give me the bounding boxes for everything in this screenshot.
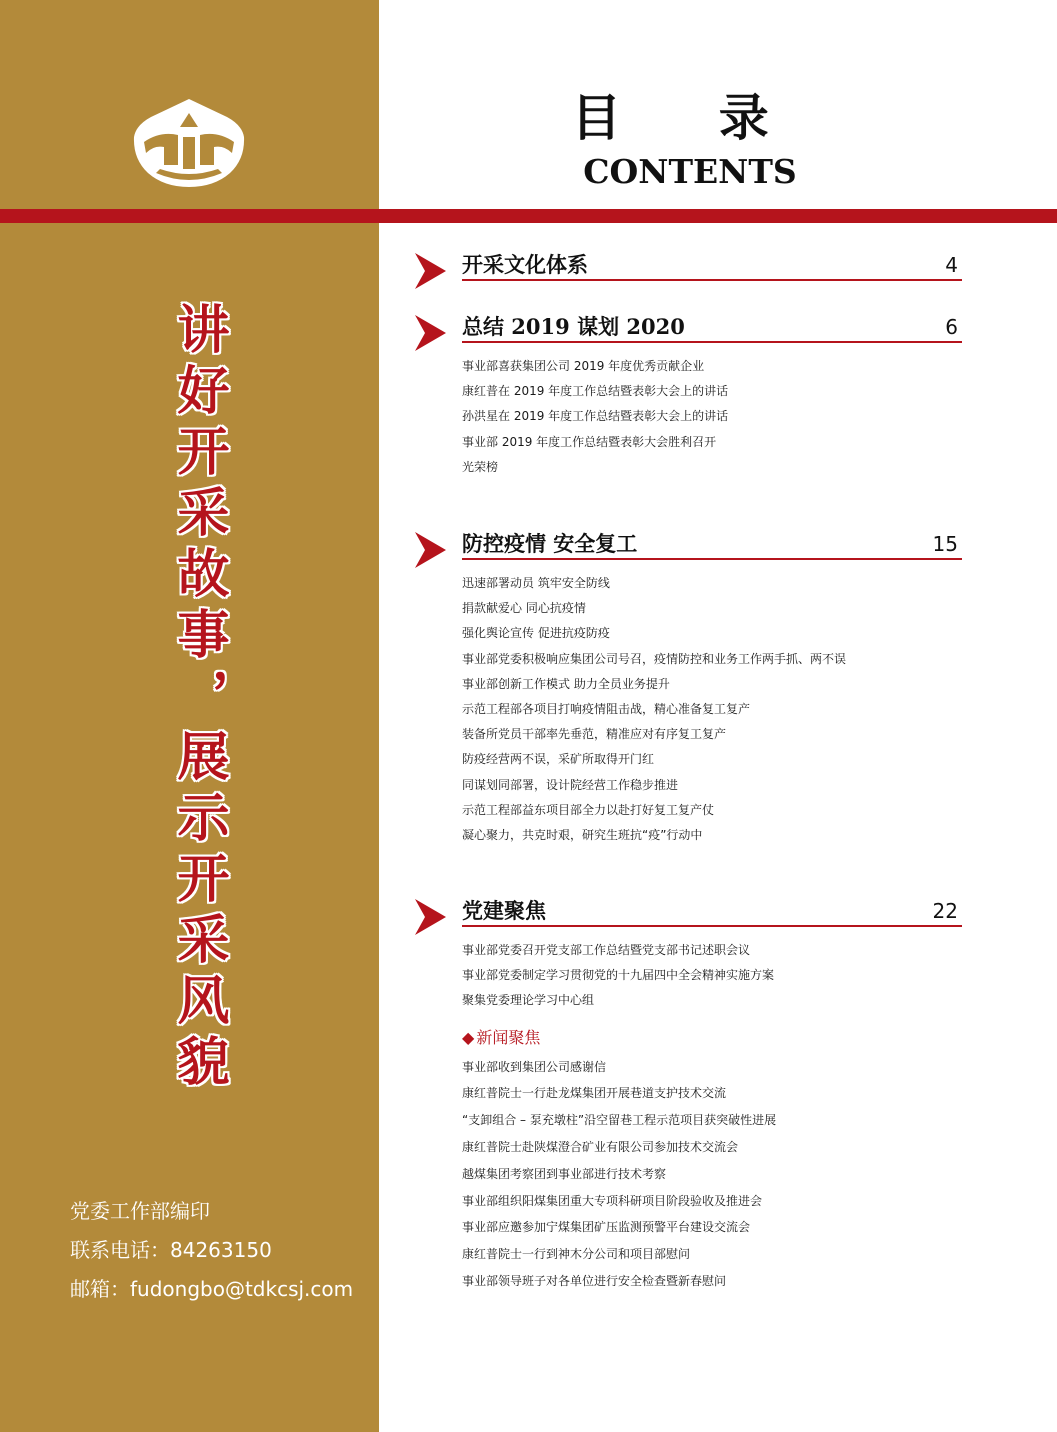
article-list: [462, 571, 962, 848]
contact-info: [70, 1196, 353, 1313]
red-arrow-icon: [412, 899, 448, 935]
section-epidemic: [412, 527, 962, 848]
phone-line: 联系电话：84263150: [70, 1238, 272, 1262]
page-title: 目 录: [571, 89, 809, 147]
list-item[interactable]: 事业部收到集团公司感谢信: [462, 1059, 607, 1074]
list-item[interactable]: 事业部组织阳煤集团重大专项科研项目阶段验收及推进会: [462, 1193, 763, 1208]
section-title: 防控疫情 安全复工: [462, 531, 638, 556]
list-item[interactable]: 防疫经营两不误，采矿所取得开门红: [462, 752, 655, 767]
section-page: 22: [932, 899, 958, 923]
list-item[interactable]: 事业部创新工作模式 助力全员业务提升: [462, 676, 670, 691]
list-item[interactable]: 示范工程部益东项目部全力以赴打好复工复产仗: [462, 802, 715, 817]
list-item[interactable]: 事业部 2019 年度工作总结暨表彰大会胜利召开: [462, 434, 717, 449]
red-band: [0, 209, 1057, 223]
section-header[interactable]: [412, 248, 962, 292]
list-item[interactable]: 事业部应邀参加宁煤集团矿压监测预警平台建设交流会: [462, 1220, 751, 1235]
list-item[interactable]: 光荣榜: [462, 459, 499, 474]
article-list: [462, 354, 962, 480]
section-title: 党建聚焦: [462, 898, 546, 923]
list-item[interactable]: 孙洪星在 2019 年度工作总结暨表彰大会上的讲话: [462, 409, 729, 424]
slogan: 讲好开采故事，展示开采风貌: [168, 302, 229, 1095]
list-item[interactable]: 迅速部署动员 筑牢安全防线: [462, 576, 610, 590]
list-item[interactable]: 装备所党员干部率先垂范，精准应对有序复工复产: [462, 727, 727, 742]
section-summary: [412, 310, 962, 480]
news-block: [462, 1026, 962, 1295]
list-item[interactable]: 同谋划同部署，设计院经营工作稳步推进: [462, 777, 679, 792]
list-item[interactable]: 越煤集团考察团到事业部进行技术考察: [462, 1166, 667, 1181]
list-item[interactable]: 康红普院士一行赴龙煤集团开展巷道支护技术交流: [462, 1086, 727, 1101]
red-arrow-icon: [412, 315, 448, 351]
section-culture: [412, 248, 962, 292]
list-item[interactable]: 凝心聚力，共克时艰，研究生班抗“疫”行动中: [462, 828, 703, 843]
list-item[interactable]: 聚集党委理论学习中心组: [462, 993, 595, 1008]
article-list: [462, 938, 962, 1014]
list-item[interactable]: 强化舆论宣传 促进抗疫防疫: [462, 626, 610, 641]
section-page: 4: [945, 253, 958, 277]
news-title: 新闻聚焦: [476, 1027, 541, 1047]
list-item[interactable]: 捐款献爱心 同心抗疫情: [462, 601, 586, 616]
section-header[interactable]: [412, 527, 962, 571]
logo-icon: [130, 97, 248, 189]
news-heading: [462, 1026, 962, 1050]
list-item[interactable]: 康红普在 2019 年度工作总结暨表彰大会上的讲话: [462, 384, 729, 399]
section-title: 总结 2019 谋划 2020: [462, 314, 685, 339]
list-item[interactable]: 事业部党委积极响应集团公司号召，疫情防控和业务工作两手抓、两不误: [462, 651, 847, 666]
section-title: 开采文化体系: [462, 252, 588, 277]
list-item[interactable]: 康红普院士赴陕煤澄合矿业有限公司参加技术交流会: [462, 1140, 739, 1154]
diamond-icon: ◆: [462, 1027, 475, 1047]
section-rule: [462, 341, 962, 343]
list-item[interactable]: 事业部党委召开党支部工作总结暨党支部书记述职会议: [462, 943, 751, 957]
list-item[interactable]: 事业部领导班子对各单位进行安全检查暨新春慰问: [462, 1273, 727, 1288]
section-rule: [462, 925, 962, 927]
email-line: 邮箱：fudongbo@tdkcsj.com: [70, 1277, 354, 1301]
section-header[interactable]: [412, 894, 962, 938]
red-arrow-icon: [412, 253, 448, 289]
editor-line: 党委工作部编印: [70, 1199, 210, 1223]
list-item[interactable]: 事业部党委制定学习贯彻党的十九届四中全会精神实施方案: [462, 968, 775, 983]
section-rule: [462, 279, 962, 281]
list-item[interactable]: 示范工程部各项目打响疫情阻击战，精心准备复工复产: [462, 702, 751, 717]
section-rule: [462, 558, 962, 560]
list-item[interactable]: 事业部喜获集团公司 2019 年度优秀贡献企业: [462, 359, 705, 373]
section-party: [412, 894, 962, 1295]
page-title-en: CONTENTS: [583, 152, 797, 191]
list-item[interactable]: 康红普院士一行到神木分公司和项目部慰问: [462, 1247, 691, 1262]
list-item[interactable]: “支卸组合 – 泵充墩柱”沿空留巷工程示范项目获突破性进展: [462, 1113, 777, 1128]
section-page: 15: [932, 532, 958, 556]
section-header[interactable]: [412, 310, 962, 354]
red-arrow-icon: [412, 532, 448, 568]
section-page: 6: [945, 315, 958, 339]
